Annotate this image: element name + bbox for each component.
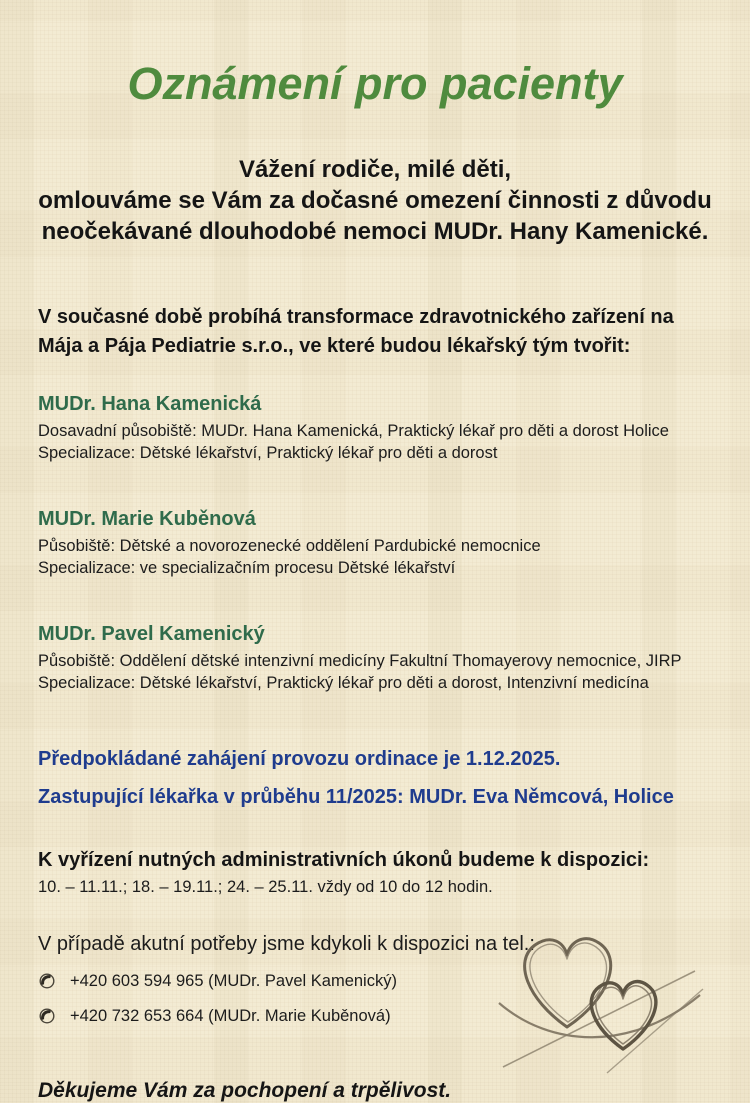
phone-icon xyxy=(38,1007,56,1025)
page-title: Oznámení pro pacienty xyxy=(127,58,623,109)
admin-dates: 10. – 11.11.; 18. – 19.11.; 24. – 25.11. vždy od 10 do 12 hodin. xyxy=(38,878,493,896)
hearts-sketch-decoration xyxy=(495,915,710,1075)
admin-heading: K vyřízení nutných administrativních úkonů budeme k dispozici: xyxy=(38,849,650,871)
intro-line-1: Vážení rodiče, milé děti, xyxy=(238,156,512,183)
operation-notices xyxy=(38,746,712,811)
doctor-name: MUDr. Marie Kuběnová xyxy=(38,508,256,530)
start-date-notice: Předpokládané zahájení provozu ordinace je 1.12.2025. xyxy=(38,748,561,770)
substitute-doctor-notice: Zastupující lékařka v průběhu 11/2025: MUDr. Eva Němcová, Holice xyxy=(38,786,674,808)
admin-availability xyxy=(38,847,712,899)
doctor-workplace: Působiště: Oddělení dětské intenzivní medicíny Fakultní Thomayerovy nemocnice, JIRP xyxy=(38,652,682,670)
phone-number-label: +420 603 594 965 (MUDr. Pavel Kamenický) xyxy=(70,972,397,990)
transformation-paragraph xyxy=(38,303,712,361)
doctor-specialization: Specializace: Dětské lékařství, Praktický lékař pro děti a dorost, Intenzivní medicína xyxy=(38,674,649,692)
doctor-name: MUDr. Hana Kamenická xyxy=(38,393,262,415)
phone-icon xyxy=(38,972,56,990)
doctor-block-hana-kamenicka xyxy=(38,391,712,464)
intro-line-3: neočekávané dlouhodobé nemoci MUDr. Hany Kamenické. xyxy=(41,218,709,245)
doctor-workplace: Dosavadní působiště: MUDr. Hana Kamenická, Praktický lékař pro děti a dorost Holice xyxy=(38,422,669,440)
doctor-specialization: Specializace: ve specializačním procesu Dětské lékařství xyxy=(38,559,456,577)
doctor-block-marie-kubenova xyxy=(38,506,712,579)
doctor-name: MUDr. Pavel Kamenický xyxy=(38,623,265,645)
phone-heading: V případě akutní potřeby jsme kdykoli k dispozici na tel.: xyxy=(38,933,535,955)
doctor-workplace: Působiště: Dětské a novorozenecké oddělení Pardubické nemocnice xyxy=(38,537,541,555)
doctor-specialization: Specializace: Dětské lékařství, Praktický lékař pro děti a dorost xyxy=(38,444,498,462)
transformation-line-1: V současné době probíhá transformace zdravotnického zařízení na xyxy=(38,306,674,328)
intro-paragraph xyxy=(38,154,712,247)
intro-line-2: omlouváme se Vám za dočasné omezení činnosti z důvodu xyxy=(38,187,712,214)
thanks-line: Děkujeme Vám za pochopení a trpělivost. xyxy=(38,1079,452,1102)
phone-number-label: +420 732 653 664 (MUDr. Marie Kuběnová) xyxy=(70,1007,391,1025)
transformation-line-2: Mája a Pája Pediatrie s.r.o., ve které budou lékařský tým tvořit: xyxy=(38,335,631,357)
doctor-block-pavel-kamenicky xyxy=(38,621,712,694)
